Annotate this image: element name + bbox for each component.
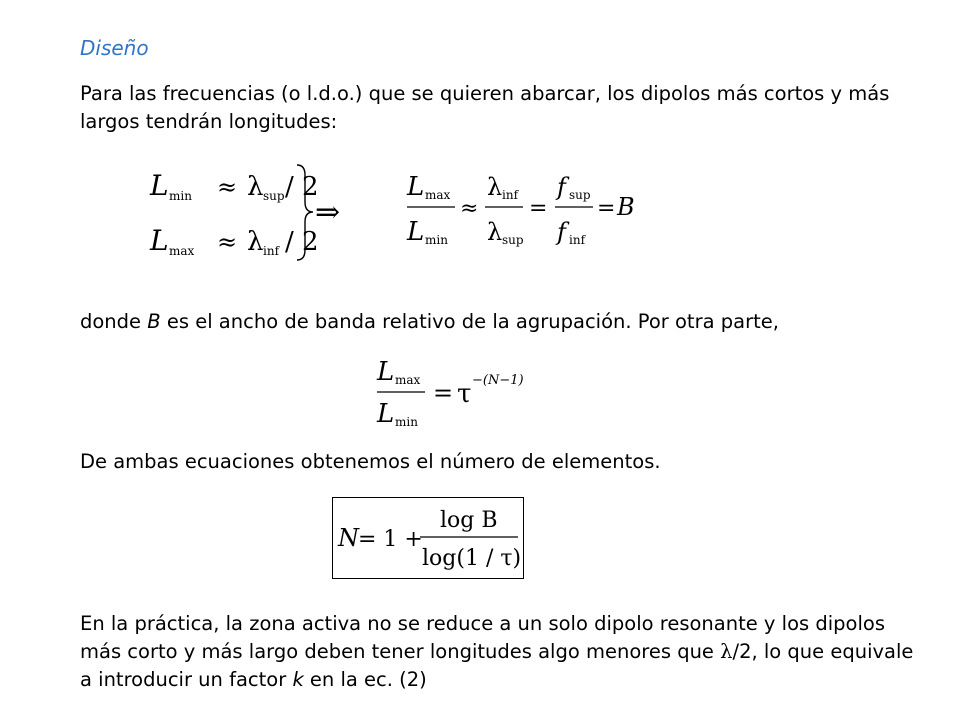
p4-text-1: En la práctica, la zona activa no se reduce a un solo dipolo resonante y los dipolos más corto y más largo deben tener longitudes algo menores que — [80, 612, 885, 663]
eq2-lambda-sup: λ — [487, 218, 503, 246]
paragraph-practice — [80, 610, 930, 694]
eq2-equals-1: = — [529, 196, 548, 221]
paragraph-elements: De ambas ecuaciones obtenemos el número de elementos. — [80, 450, 661, 473]
eq4-denominator: log(1 / τ) — [422, 546, 522, 571]
eq2-sub-sup: sup — [502, 233, 524, 247]
eq2-sub-inf-f: inf — [569, 233, 586, 247]
equation-ratio — [405, 165, 645, 255]
eq1-sub-min: min — [169, 189, 192, 203]
eq1-lambda-sup: λ — [247, 172, 264, 202]
eq1-sub-inf: inf — [263, 244, 280, 258]
eq4-N: N — [338, 524, 359, 552]
eq3-sub-min: min — [395, 415, 418, 429]
implies-icon: ⇒ — [315, 195, 341, 230]
eq1-approx-1: ≈ — [217, 173, 238, 201]
equation-lengths — [145, 160, 365, 270]
eq3-equals: = — [433, 379, 454, 407]
eq3-L-max: L — [377, 357, 395, 387]
eq3-L-min: L — [377, 399, 395, 429]
eq2-f-inf: f — [557, 218, 566, 246]
eq2-L-min: L — [407, 217, 425, 247]
paragraph-bandwidth — [80, 308, 900, 336]
eq2-sub-min: min — [425, 233, 448, 247]
section-title: Diseño — [80, 36, 149, 60]
eq2-sub-max: max — [425, 188, 451, 202]
eq1-lambda-inf: λ — [247, 227, 264, 257]
eq4-one-plus: = 1 + — [358, 527, 423, 552]
p2-var-B: B — [147, 310, 161, 333]
paragraph-intro: Para las frecuencias (o l.d.o.) que se quieren abarcar, los dipolos más cortos y más largos tendrán longitudes: — [80, 82, 890, 133]
equation-tau — [375, 352, 555, 432]
p2-text-after: es el ancho de banda relativo de la agrupación. Por otra parte, — [160, 310, 779, 333]
eq1-approx-2: ≈ — [217, 228, 238, 256]
eq2-B: B — [617, 193, 635, 221]
p4-var-k: k — [292, 668, 304, 691]
eq2-sub-inf: inf — [502, 188, 519, 202]
eq2-sub-sup-f: sup — [569, 188, 591, 202]
eq4-numerator: log B — [440, 508, 498, 533]
eq2-approx: ≈ — [460, 196, 479, 221]
eq2-L-max: L — [407, 172, 425, 202]
p2-text-before: donde — [80, 310, 148, 333]
eq1-half-2: / 2 — [285, 227, 319, 257]
p4-text-3: en la ec. (2) — [303, 668, 427, 691]
eq3-tau: τ — [457, 379, 472, 409]
p4-text-2: /2, lo que equivale a introducir un factor — [80, 640, 914, 691]
eq1-L-min: L — [150, 169, 169, 202]
eq2-equals-2: = — [597, 196, 616, 221]
eq3-sub-max: max — [395, 373, 421, 387]
eq1-half-1: / 2 — [285, 172, 319, 202]
p4-lambda: λ — [720, 640, 733, 663]
eq1-sub-sup: sup — [263, 189, 285, 203]
eq3-exponent: −(N−1) — [472, 373, 524, 388]
eq2-f-sup: f — [557, 173, 566, 201]
eq1-L-max: L — [150, 224, 169, 257]
equation-number-of-elements — [332, 497, 524, 579]
eq2-lambda-inf: λ — [487, 173, 503, 201]
eq1-sub-max: max — [169, 244, 195, 258]
